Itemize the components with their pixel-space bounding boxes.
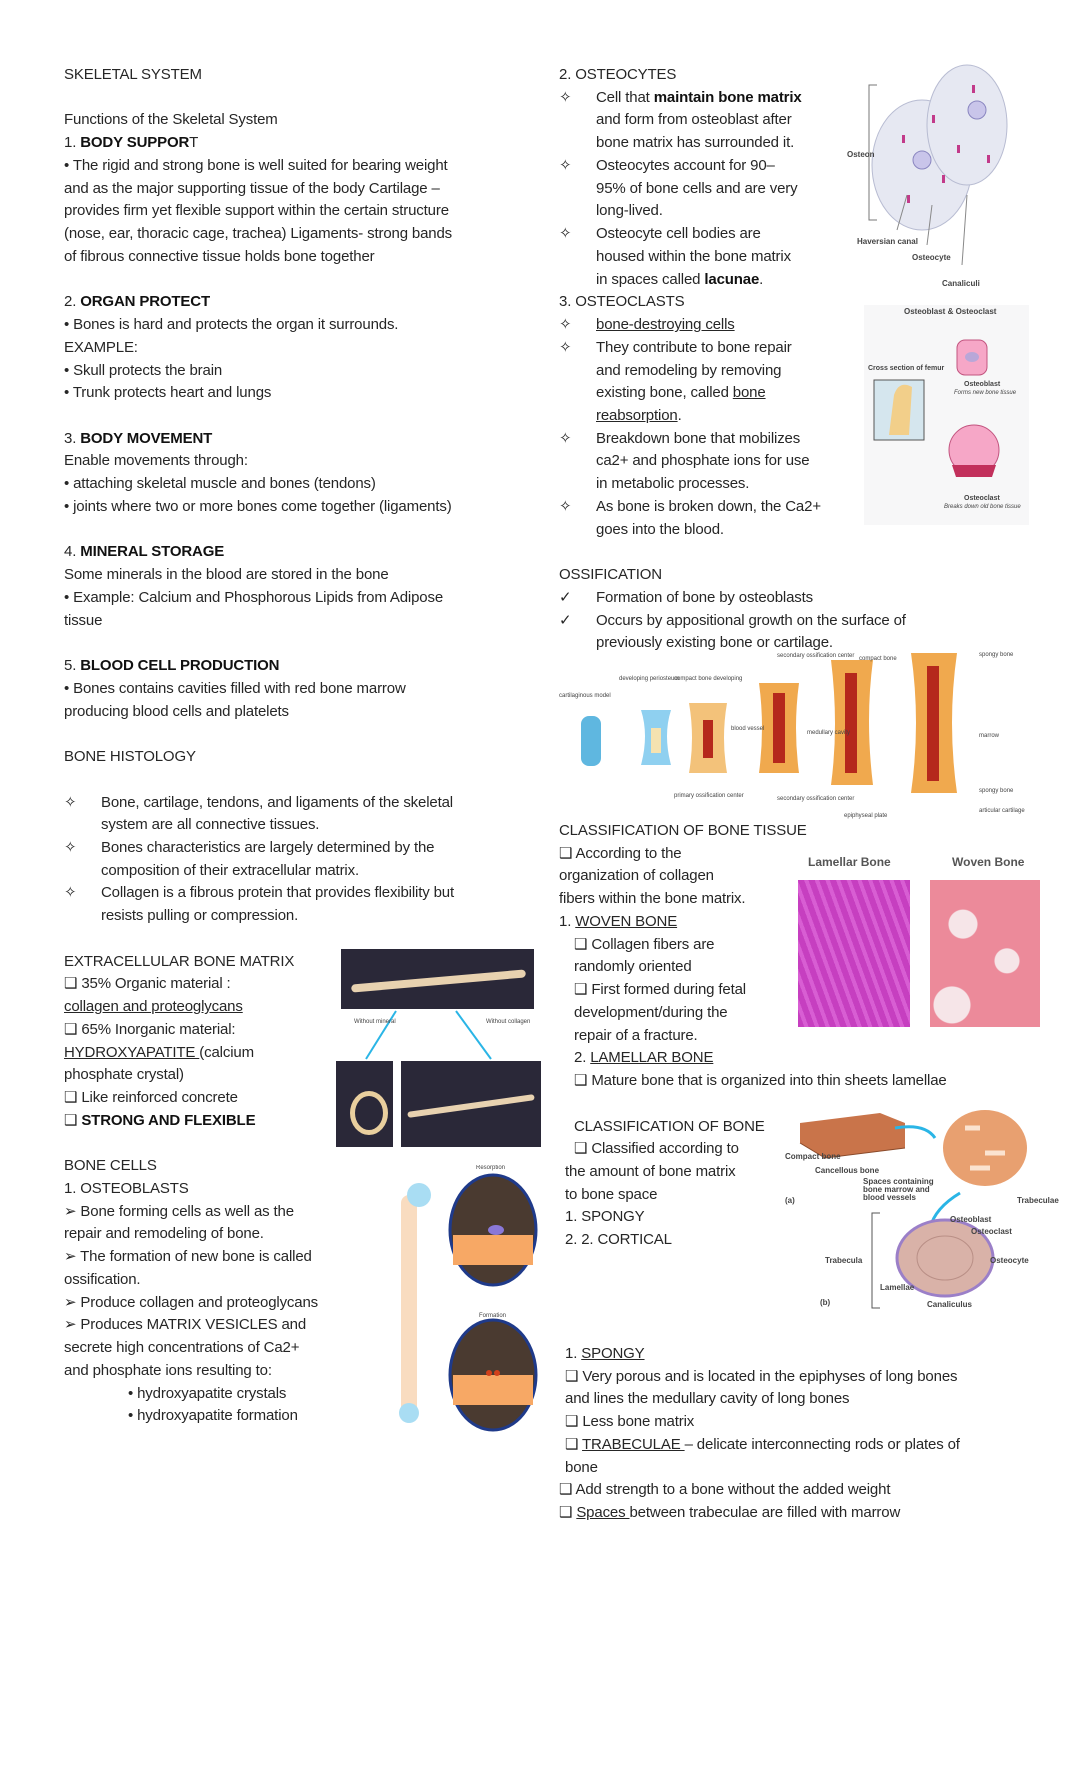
- text: repair and remodeling of bone.: [64, 1225, 264, 1243]
- label-spongy-top: spongy bone: [979, 652, 1014, 658]
- text-line: [559, 155, 859, 178]
- text: CLASSIFICATION OF BONE: [574, 1117, 765, 1135]
- underlined-text: WOVEN BONE: [575, 912, 678, 930]
- text: ❑ According to the: [559, 844, 682, 862]
- text: Osteocytes account for 90–: [596, 156, 775, 174]
- text-line: [64, 792, 534, 815]
- text: previously existing bone or cartilage.: [596, 634, 833, 652]
- underlined-text: Spaces: [576, 1504, 630, 1522]
- underlined-text: bone: [732, 384, 766, 402]
- underlined-text: collagen and proteoglycans: [64, 998, 243, 1016]
- star-bullet-icon: ✧: [559, 338, 572, 356]
- text-line: [559, 223, 859, 246]
- text: EXAMPLE:: [64, 338, 138, 356]
- text-line: [559, 450, 859, 473]
- label-osteoblast-b: Osteoblast: [950, 1215, 992, 1224]
- text: ➢ Produce collagen and proteoglycans: [64, 1293, 319, 1311]
- text: 2.: [64, 293, 81, 311]
- text-line: [64, 837, 534, 860]
- bold-text: maintain bone matrix: [653, 88, 802, 106]
- text: Functions of the Skeletal System: [64, 111, 278, 129]
- label-primary-center: primary ossification center: [674, 793, 744, 799]
- text: .: [677, 407, 682, 425]
- text: • The rigid and strong bone is well suited for bearing weight: [64, 156, 448, 174]
- star-bullet-icon: ✧: [559, 316, 572, 334]
- label-femur: Cross section of femur: [868, 365, 945, 372]
- label-compact-bone: compact bone: [859, 656, 897, 662]
- osteon-figure: [847, 55, 1012, 300]
- text: housed within the bone matrix: [596, 247, 791, 265]
- text: ❑ Collagen fibers are: [574, 935, 715, 953]
- text: Some minerals in the blood are stored in the bone: [64, 566, 389, 584]
- label-a: (a): [785, 1196, 795, 1205]
- text: ❑ Less bone matrix: [565, 1413, 695, 1431]
- text-line: [64, 155, 534, 178]
- text: ❑ First formed during fetal: [574, 981, 746, 999]
- text: • Example: Calcium and Phosphorous Lipids from Adipose: [64, 588, 444, 606]
- text: and lines the medullary cavity of long bones: [565, 1390, 850, 1408]
- text: repair of a fracture.: [574, 1026, 698, 1044]
- label-spongy-bottom: spongy bone: [979, 788, 1014, 794]
- text: T: [189, 134, 199, 152]
- label-osteon: Osteon: [847, 150, 875, 159]
- text-line: [64, 769, 534, 792]
- text: in metabolic processes.: [596, 475, 750, 493]
- text: • Trunk protects heart and lungs: [64, 384, 272, 402]
- label-cartilaginous-model: cartilaginous model: [559, 693, 611, 699]
- text: Breakdown bone that mobilizes: [596, 429, 801, 447]
- text: phosphate crystal): [64, 1066, 184, 1084]
- text-line: [559, 200, 859, 223]
- text-line: [559, 269, 859, 292]
- text-line: [559, 132, 859, 155]
- text: 1.: [64, 134, 81, 152]
- text-line: [559, 178, 859, 201]
- text: development/during the: [574, 1003, 728, 1021]
- text-line: [559, 587, 859, 610]
- label-secondary-center-bottom: secondary ossification center: [777, 796, 855, 802]
- underlined-text: reabsorption: [596, 407, 678, 425]
- text: ❑ 65% Inorganic material:: [64, 1020, 236, 1038]
- label-b: (b): [820, 1298, 831, 1307]
- text: 1.: [565, 1345, 582, 1362]
- text: Bones characteristics are largely determined by the: [101, 838, 435, 856]
- star-bullet-icon: ✧: [559, 429, 572, 447]
- cells-illustration: [864, 305, 1029, 525]
- text-line: [64, 132, 534, 155]
- text-line: [559, 541, 859, 564]
- star-bullet-icon: ✧: [64, 884, 77, 902]
- underlined-text: bone-destroying cells: [596, 316, 735, 334]
- text: • joints where two or more bones come together (ligaments): [64, 497, 452, 515]
- label-formation: Formation: [479, 1313, 507, 1319]
- text: ❑ Like reinforced concrete: [64, 1089, 238, 1107]
- text-line: [559, 1457, 1059, 1480]
- label-blood-vessel: blood vessel: [731, 726, 765, 732]
- label-osteocyte: Osteocyte: [912, 253, 951, 262]
- text: EXTRACELLULAR BONE MATRIX: [64, 952, 295, 970]
- ossification-figure: [559, 648, 1059, 823]
- text-line: [64, 64, 534, 87]
- text-line: [559, 109, 859, 132]
- bold-text: BLOOD CELL PRODUCTION: [80, 657, 280, 675]
- star-bullet-icon: ✧: [559, 88, 572, 106]
- text: ➢ Bone forming cells as well as the: [64, 1202, 294, 1220]
- text: ➢ The formation of new bone is called: [64, 1248, 312, 1266]
- text: bone matrix has surrounded it.: [596, 134, 795, 152]
- text-line: [559, 519, 859, 542]
- text: of fibrous connective tissue holds bone together: [64, 247, 375, 265]
- text: ❑ Mature bone that is organized into thin sheets lamellae: [574, 1072, 947, 1090]
- text-line: [559, 1502, 1059, 1525]
- bone-remodeling-figure: [381, 1165, 551, 1455]
- label-secondary-center-top: secondary ossification center: [777, 653, 855, 659]
- text: • Bones is hard and protects the organ it surrounds.: [64, 316, 399, 334]
- text-line: [64, 314, 534, 337]
- text-line: [64, 701, 534, 724]
- caption-lamellar: Lamellar Bone: [808, 855, 891, 869]
- label-without-collagen: Without collagen: [486, 1019, 531, 1025]
- label-canaliculi: Canaliculi: [942, 279, 980, 288]
- text: resists pulling or compression.: [101, 907, 299, 925]
- underlined-text: HYDROXYAPATITE: [64, 1043, 200, 1061]
- text: ❑ 35% Organic material :: [64, 975, 231, 993]
- text: and remodeling by removing: [596, 361, 782, 379]
- text: 3.: [64, 429, 81, 447]
- text-line: [559, 291, 859, 314]
- text: 1. SPONGY: [565, 1208, 645, 1226]
- text: to bone space: [565, 1185, 658, 1203]
- text-line: [64, 746, 534, 769]
- osteoblast-osteoclast-figure: [864, 305, 1029, 525]
- text-line: [64, 610, 534, 633]
- text-line: [64, 541, 534, 564]
- text: (nose, ear, thoracic cage, trachea) Ligaments- strong bands: [64, 225, 453, 243]
- lamellar-bone-image: [798, 880, 910, 1027]
- text: Collagen is a fibrous protein that provides flexibility but: [101, 884, 455, 902]
- text: 3. OSTEOCLASTS: [559, 293, 685, 311]
- text-line: [64, 428, 534, 451]
- text-line: [559, 1366, 1059, 1389]
- text-line: [559, 360, 859, 383]
- label-osteoclast: Osteoclast: [964, 495, 1000, 502]
- text-line: [64, 519, 534, 542]
- text: ❑ Very porous and is located in the epiphyses of long bones: [565, 1367, 958, 1385]
- text-line: [64, 269, 534, 292]
- label-lamellae: Lamellae: [880, 1283, 915, 1292]
- text-line: [64, 632, 534, 655]
- star-bullet-icon: ✧: [559, 156, 572, 174]
- label-periosteum: developing periosteum: [619, 676, 680, 682]
- text: 2. OSTEOCYTES: [559, 66, 677, 83]
- text: 5.: [64, 657, 81, 675]
- text-line: [559, 610, 906, 633]
- text: ❑ Add strength to a bone without the added weight: [559, 1481, 891, 1499]
- text-line: [64, 564, 534, 587]
- label-compact-developing: compact bone developing: [674, 676, 743, 682]
- label-spaces: Spaces containing bone marrow and blood vessels: [863, 1177, 934, 1202]
- text-line: [559, 337, 859, 360]
- bone-structure-figure: [785, 1108, 1065, 1318]
- text: 95% of bone cells and are very: [596, 179, 798, 197]
- label-cells-title: Osteoblast & Osteoclast: [904, 307, 997, 316]
- text: OSSIFICATION: [559, 566, 662, 584]
- text-line: [559, 820, 1059, 843]
- text: 4.: [64, 543, 81, 561]
- text: ❑: [559, 1504, 577, 1522]
- text: BONE HISTOLOGY: [64, 748, 196, 766]
- underlined-text: TRABECULAE: [582, 1435, 685, 1453]
- text-line: [559, 246, 859, 269]
- text: composition of their extracellular matrix.: [101, 861, 359, 879]
- text: the amount of bone matrix: [565, 1163, 736, 1181]
- text: 2. 2. CORTICAL: [565, 1231, 672, 1249]
- text: tissue: [64, 611, 103, 629]
- text: Occurs by appositional growth on the surface of: [596, 611, 906, 629]
- text-line: [64, 178, 534, 201]
- star-bullet-icon: ✧: [64, 838, 77, 856]
- check-icon: ✓: [559, 588, 572, 606]
- text: SKELETAL SYSTEM: [64, 66, 202, 83]
- label-trabecula: Trabecula: [825, 1256, 863, 1265]
- check-icon: ✓: [559, 611, 572, 629]
- label-osteocyte-b: Osteocyte: [990, 1256, 1029, 1265]
- label-haversian: Haversian canal: [857, 237, 918, 246]
- text-line: [559, 496, 859, 519]
- label-trabeculae: Trabeculae: [1017, 1196, 1059, 1205]
- text: goes into the blood.: [596, 520, 724, 538]
- text-line: [64, 655, 534, 678]
- text: 2.: [574, 1049, 591, 1067]
- text: CLASSIFICATION OF BONE TISSUE: [559, 822, 807, 839]
- text-line: [559, 314, 859, 337]
- text: producing blood cells and platelets: [64, 702, 289, 720]
- text: Osteocyte cell bodies are: [596, 225, 761, 243]
- label-osteoclast-b: Osteoclast: [971, 1227, 1012, 1236]
- text-line: [559, 473, 859, 496]
- woven-bone-image: [930, 880, 1040, 1027]
- text-line: [64, 723, 534, 746]
- text: provides firm yet flexible support within the certain structure: [64, 202, 449, 220]
- label-osteoclast-desc: Breaks down old bone tissue: [944, 504, 1021, 510]
- text-line: [559, 87, 859, 110]
- underlined-text: LAMELLAR BONE: [590, 1049, 714, 1067]
- text: ❑ Classified according to: [574, 1140, 739, 1158]
- text-line: [559, 405, 859, 428]
- text-line: [64, 109, 534, 132]
- label-without-mineral: Without mineral: [354, 1019, 396, 1025]
- label-osteoblast-desc: Forms new bone tissue: [954, 390, 1017, 396]
- remodeling-illustration: [381, 1165, 551, 1455]
- caption-woven: Woven Bone: [952, 855, 1025, 869]
- text-line: [559, 1343, 1059, 1366]
- label-compact-bone-b: Compact bone: [785, 1152, 841, 1161]
- bold-text: BODY MOVEMENT: [80, 429, 213, 447]
- text-line: [64, 200, 534, 223]
- text: secrete high concentrations of Ca2+: [64, 1339, 300, 1357]
- text-line: [64, 882, 534, 905]
- label-cancellous: Cancellous bone: [815, 1166, 880, 1175]
- text-line: [64, 473, 534, 496]
- text: organization of collagen: [559, 867, 714, 885]
- text: long-lived.: [596, 202, 663, 220]
- text-line: [559, 1070, 1059, 1093]
- text-line: [559, 1479, 1059, 1502]
- star-bullet-icon: ✧: [559, 497, 572, 515]
- text: • hydroxyapatite formation: [128, 1407, 298, 1425]
- label-medullary: medullary cavity: [807, 730, 851, 736]
- text-line: [559, 1411, 1059, 1434]
- right-column-bottom: [559, 1343, 1059, 1525]
- text-line: [64, 678, 534, 701]
- text: They contribute to bone repair: [596, 338, 792, 356]
- text-line: [559, 428, 859, 451]
- label-osteoblast: Osteoblast: [964, 381, 1001, 388]
- text-line: [64, 496, 534, 519]
- text-line: [64, 860, 534, 883]
- bone-structure-illustration: [785, 1108, 1065, 1318]
- label-epiphyseal: epiphyseal plate: [844, 813, 888, 819]
- text: fibers within the bone matrix.: [559, 890, 746, 908]
- text-line: [64, 223, 534, 246]
- text: (calcium: [199, 1043, 254, 1061]
- text: As bone is broken down, the Ca2+: [596, 497, 821, 515]
- text: • Bones contains cavities filled with red bone marrow: [64, 679, 406, 697]
- text: Cell that: [596, 88, 654, 106]
- text: and phosphate ions resulting to:: [64, 1361, 272, 1379]
- text: bone: [565, 1458, 598, 1476]
- text-line: [64, 382, 534, 405]
- text-line: [559, 1047, 1059, 1070]
- text: in spaces called: [596, 270, 705, 288]
- text: • hydroxyapatite crystals: [128, 1384, 287, 1402]
- label-canaliculus: Canaliculus: [927, 1300, 972, 1309]
- star-bullet-icon: ✧: [559, 225, 572, 243]
- text: ❑: [565, 1435, 583, 1453]
- label-marrow: marrow: [979, 733, 1000, 739]
- text-line: [64, 87, 534, 110]
- text: ❑: [64, 1111, 82, 1129]
- text: BONE CELLS: [64, 1157, 157, 1175]
- osteon-illustration: [847, 55, 1012, 300]
- text: Formation of bone by osteoblasts: [596, 588, 813, 606]
- text: ossification.: [64, 1270, 141, 1288]
- text: system are all connective tissues.: [101, 816, 320, 834]
- text-line: [64, 905, 534, 928]
- text: Enable movements through:: [64, 452, 248, 470]
- text: • Skull protects the brain: [64, 361, 223, 379]
- text-line: [64, 337, 534, 360]
- text-line: [64, 291, 534, 314]
- text-line: [559, 1025, 1059, 1048]
- underlined-text: SPONGY: [581, 1345, 645, 1362]
- text: between trabeculae are filled with marrow: [629, 1504, 901, 1522]
- text: randomly oriented: [574, 958, 692, 976]
- bone-matrix-photo: [336, 949, 554, 1149]
- bold-text: STRONG AND FLEXIBLE: [81, 1111, 256, 1129]
- text-line: [64, 405, 534, 428]
- text-line: [64, 450, 534, 473]
- text: 1.: [559, 912, 576, 930]
- text: and as the major supporting tissue of the body Cartilage –: [64, 179, 440, 197]
- bold-text: ORGAN PROTECT: [80, 293, 210, 311]
- text: and form from osteoblast after: [596, 111, 792, 129]
- text-line: [559, 564, 859, 587]
- label-articular: articular cartilage: [979, 808, 1025, 814]
- text-line: [64, 814, 534, 837]
- text: ➢ Produces MATRIX VESICLES and: [64, 1316, 307, 1334]
- text: existing bone, called: [596, 384, 733, 402]
- text: 1. OSTEOBLASTS: [64, 1179, 189, 1197]
- text: – delicate interconnecting rods or plates of: [684, 1435, 960, 1453]
- text: ca2+ and phosphate ions for use: [596, 452, 810, 470]
- text-line: [559, 64, 859, 87]
- bold-text: lacunae: [704, 270, 760, 288]
- text-line: [559, 1434, 1059, 1457]
- text-line: [64, 928, 534, 951]
- text-line: [559, 382, 859, 405]
- bold-text: MINERAL STORAGE: [80, 543, 225, 561]
- text-line: [64, 587, 534, 610]
- star-bullet-icon: ✧: [64, 793, 77, 811]
- label-resorption: Resorption: [476, 1165, 506, 1171]
- text-line: [64, 246, 534, 269]
- text-line: [64, 360, 534, 383]
- text-line: [559, 1388, 1059, 1411]
- text: Bone, cartilage, tendons, and ligaments of the skeletal: [101, 793, 453, 811]
- bold-text: BODY SUPPOR: [80, 134, 190, 152]
- text: • attaching skeletal muscle and bones (tendons): [64, 475, 376, 493]
- text: .: [759, 270, 764, 288]
